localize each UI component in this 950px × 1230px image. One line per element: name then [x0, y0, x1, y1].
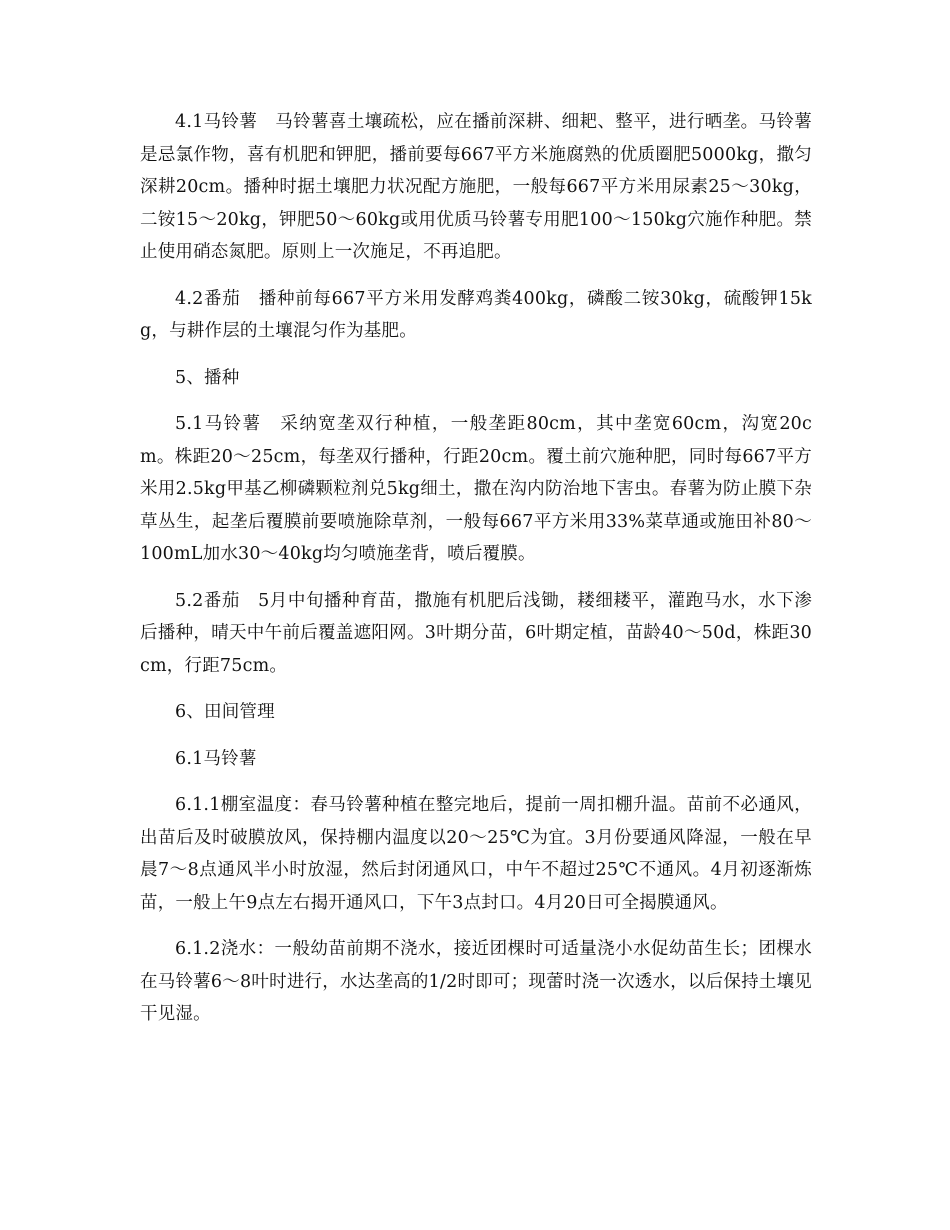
paragraph-6-1-1-greenhouse-temperature: 6.1.1棚室温度：春马铃薯种植在整完地后，提前一周扣棚升温。苗前不必通风，出苗后及时破膜放风，保持棚内温度以20～25℃为宜。3月份要通风降湿，一般在早晨7～8点通风半小时放湿，然后封闭通风口，中午不超过25℃不通风。4月初逐渐炼苗，一般上午9点左右揭开通风口，下午3点封口。4月20日可全揭膜通风。 — [140, 795, 812, 913]
paragraph-4-2-tomato-fertilizer: 4.2番茄 播种前每667平方米用发酵鸡粪400kg，磷酸二铵30kg，硫酸钾15kg，与耕作层的土壤混匀作为基肥。 — [140, 288, 812, 341]
section-heading-sowing: 5、播种 — [175, 367, 240, 388]
paragraph-6-1-2-watering: 6.1.2浇水：一般幼苗前期不浇水，接近团棵时可适量浇小水促幼苗生长；团棵水在马铃薯6～8叶时进行，水达垄高的1/2时即可；现蕾时浇一次透水，以后保持土壤见干见湿。 — [140, 939, 812, 1024]
paragraph-4-1-potato-fertilizer: 4.1马铃薯 马铃薯喜土壤疏松，应在播前深耕、细耙、整平，进行晒垄。马铃薯是忌氯作物，喜有机肥和钾肥，播前要每667平方米施腐熟的优质圈肥5000kg，撒匀深耕20cm。播种时据土壤肥力状况配方施肥，一般每667平方米用尿素25～30kg，二铵15～20kg，钾肥50～60kg或用优质马铃薯专用肥100～150kg穴施作种肥。禁止使用硝态氮肥。原则上一次施足，不再追肥。 — [140, 112, 812, 262]
section-heading-field-management: 6、田间管理 — [175, 702, 275, 722]
paragraph-5-2-tomato-sowing: 5.2番茄 5月中旬播种育苗，撒施有机肥后浅锄，耧细耧平，灌跑马水，水下渗后播种，晴天中午前后覆盖遮阳网。3叶期分苗，6叶期定植，苗龄40～50d，株距30cm，行距75cm。 — [140, 590, 812, 676]
document-page — [140, 106, 812, 1045]
paragraph-5-1-potato-sowing: 5.1马铃薯 采纳宽垄双行种植，一般垄距80cm，其中垄宽60cm，沟宽20cm。株距20～25cm，每垄双行播种，行距20cm。覆土前穴施种肥，同时每667平方米用2.5kg甲基乙柳磷颗粒剂兑5kg细土，撒在沟内防治地下害虫。春薯为防止膜下杂草丛生，起垄后覆膜前要喷施除草剂，一般每667平方米用33%菜草通或施田补80～100mL加水30～40kg均匀喷施垄背，喷后覆膜。 — [140, 414, 812, 564]
subsection-heading-potato: 6.1马铃薯 — [175, 748, 257, 769]
